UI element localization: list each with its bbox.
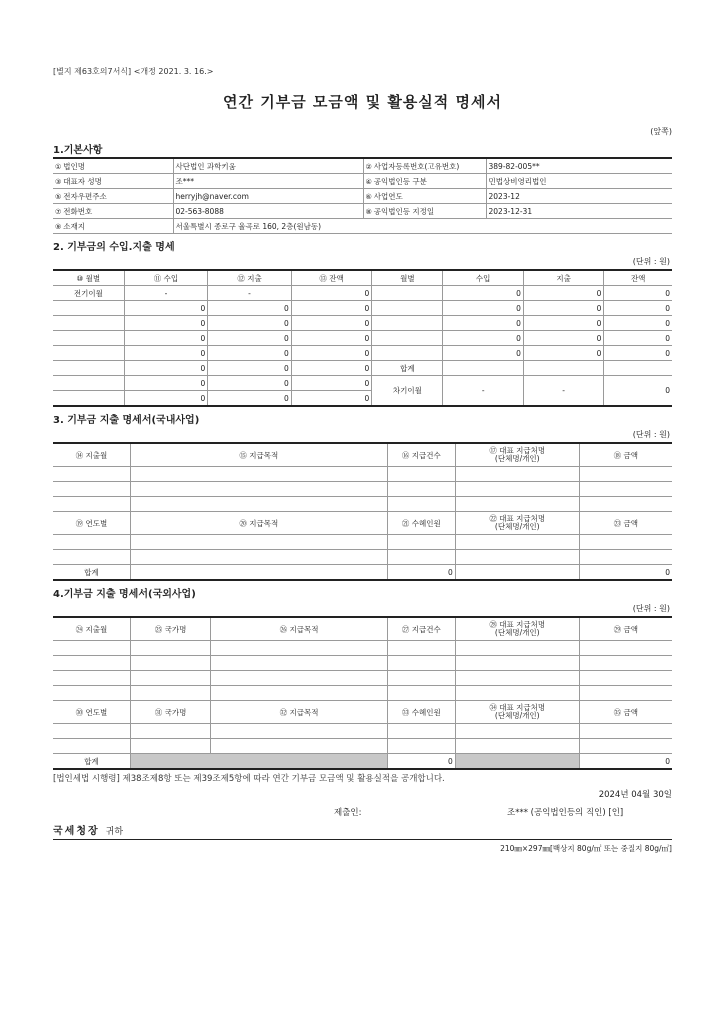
data-cell <box>53 497 130 512</box>
page-title: 연간 기부금 모금액 및 활용실적 명세서 <box>223 93 502 111</box>
expense-value: - <box>208 286 292 301</box>
address-value: 서울특별시 종로구 율곡로 160, 2층(원남동) <box>173 219 672 234</box>
total-count: 0 <box>387 754 455 770</box>
data-cell <box>455 641 579 656</box>
unit-label: (단위 : 원) <box>632 604 670 613</box>
data-cell <box>455 656 579 671</box>
data-cell <box>579 656 672 671</box>
column-header: ⑩ 월별 <box>53 270 124 286</box>
balance-value <box>604 361 672 376</box>
data-cell <box>579 724 672 739</box>
form-page <box>53 66 672 854</box>
basic-label-cell <box>363 158 486 174</box>
data-cell <box>455 724 579 739</box>
income-value: - <box>443 376 523 407</box>
field-value: 조*** <box>173 174 363 189</box>
expense-value: - <box>523 376 603 407</box>
column-header: ⑭ 지출월 <box>53 443 130 467</box>
data-cell <box>579 671 672 686</box>
data-cell <box>455 467 579 482</box>
column-header: ㉙ 금액 <box>579 617 672 641</box>
expense-value: 0 <box>523 316 603 331</box>
data-cell <box>455 482 579 497</box>
basic-label-cell <box>53 204 173 219</box>
column-header <box>455 617 579 641</box>
data-cell <box>579 482 672 497</box>
month-cell <box>372 331 443 346</box>
field-label: 대표자 성명 <box>63 176 102 186</box>
income-value: - <box>124 286 208 301</box>
basic-label-cell <box>53 158 173 174</box>
overseas-year-row <box>53 739 672 754</box>
balance-value: 0 <box>604 286 672 301</box>
data-cell <box>130 641 210 656</box>
page-side-note: (앞쪽) <box>650 127 672 136</box>
item-number: ⑤ <box>55 192 62 201</box>
column-header <box>455 512 579 535</box>
field-value: 사단법인 과학키움 <box>173 158 363 174</box>
income-value: 0 <box>124 316 208 331</box>
addressee-suffix: 귀하 <box>105 827 124 837</box>
data-cell <box>211 656 387 671</box>
expense-value: 0 <box>208 376 292 391</box>
income-row <box>53 316 672 331</box>
month-cell <box>53 391 124 407</box>
overseas-year-header-row <box>53 701 672 724</box>
overseas-row <box>53 671 672 686</box>
item-number: ② <box>365 162 372 171</box>
column-header: ⑱ 금액 <box>579 443 672 467</box>
balance-value: 0 <box>604 301 672 316</box>
data-cell <box>211 641 387 656</box>
shaded-cell <box>455 754 579 770</box>
column-header: ㉚ 연도별 <box>53 701 130 724</box>
data-cell <box>387 550 455 565</box>
data-cell <box>579 739 672 754</box>
data-cell <box>130 497 387 512</box>
field-value: herryjh@naver.com <box>173 189 363 204</box>
column-header: ㉝ 수혜인원 <box>387 701 455 724</box>
total-label: 합계 <box>53 565 130 581</box>
data-cell <box>455 671 579 686</box>
data-cell <box>53 482 130 497</box>
balance-value: 0 <box>291 376 371 391</box>
unit-label: (단위 : 원) <box>632 257 670 266</box>
paper-spec: 210㎜×297㎜[백상지 80g/㎡ 또는 중질지 80g/㎡] <box>53 839 672 854</box>
data-cell <box>387 724 455 739</box>
submitter-value: 조*** (공익법인등의 직인) [인] <box>507 808 624 818</box>
income-value: 0 <box>443 301 523 316</box>
data-cell <box>211 739 387 754</box>
field-label: 공익법인등 구분 <box>373 176 427 186</box>
column-header: ㉛ 국가명 <box>130 701 210 724</box>
month-cell <box>53 376 124 391</box>
data-cell <box>53 641 130 656</box>
data-cell <box>579 550 672 565</box>
header-subline: (단체명/개인) <box>494 454 540 463</box>
balance-value: 0 <box>291 346 371 361</box>
item-number: ① <box>55 162 62 171</box>
submitter-label: 제출인: <box>334 808 362 818</box>
submission-date: 2024년 04월 30일 <box>598 790 672 800</box>
data-cell <box>387 641 455 656</box>
income-row <box>53 301 672 316</box>
data-cell <box>130 550 387 565</box>
expense-value: 0 <box>208 361 292 376</box>
basic-row <box>53 204 672 219</box>
column-header <box>455 443 579 467</box>
basic-row-address: ⑨ 소재지 서울특별시 종로구 율곡로 160, 2층(원남동) <box>53 219 672 234</box>
domestic-year-row <box>53 535 672 550</box>
total-label: 합계 <box>372 361 443 376</box>
field-label: 사업자등록번호(고유번호) <box>373 161 460 171</box>
income-value: 0 <box>124 391 208 407</box>
column-header: ⑮ 지급목적 <box>130 443 387 467</box>
overseas-expense-table <box>53 616 672 770</box>
header-line: ㉞ 대표 지급처명 <box>489 703 546 712</box>
row-label: 전기이월 <box>53 286 124 301</box>
data-cell <box>455 739 579 754</box>
addressee-line <box>53 822 672 837</box>
column-header: ⑬ 잔액 <box>291 270 371 286</box>
income-value: 0 <box>443 331 523 346</box>
domestic-row <box>53 467 672 482</box>
data-cell <box>387 535 455 550</box>
data-cell <box>579 467 672 482</box>
domestic-year-header-row <box>53 512 672 535</box>
header-subline: (단체명/개인) <box>494 628 540 637</box>
data-cell <box>130 467 387 482</box>
header-subline: (단체명/개인) <box>494 711 540 720</box>
section-overseas-title: 4.기부금 지출 명세서(국외사업) <box>53 589 196 600</box>
data-cell <box>579 686 672 701</box>
column-header: ㉟ 금액 <box>579 701 672 724</box>
data-cell <box>455 686 579 701</box>
data-cell <box>130 482 387 497</box>
domestic-row <box>53 497 672 512</box>
month-cell <box>53 331 124 346</box>
balance-value: 0 <box>604 316 672 331</box>
overseas-row <box>53 686 672 701</box>
income-expense-table <box>53 269 672 407</box>
item-number: ⑥ <box>365 192 372 201</box>
column-header: ㉕ 국가명 <box>130 617 210 641</box>
data-cell <box>211 686 387 701</box>
column-header: 월별 <box>372 270 443 286</box>
data-cell <box>130 565 387 581</box>
data-cell <box>211 671 387 686</box>
column-header <box>455 701 579 724</box>
overseas-total-row <box>53 754 672 770</box>
expense-value: 0 <box>208 331 292 346</box>
data-cell <box>579 535 672 550</box>
data-cell <box>387 686 455 701</box>
item-number: ③ <box>55 177 62 186</box>
balance-value: 0 <box>604 331 672 346</box>
overseas-row <box>53 641 672 656</box>
basic-row <box>53 189 672 204</box>
balance-value: 0 <box>291 391 371 407</box>
balance-value: 0 <box>291 301 371 316</box>
column-header: ㉖ 지급목적 <box>211 617 387 641</box>
field-value: 02-563-8088 <box>173 204 363 219</box>
data-cell <box>387 739 455 754</box>
data-cell <box>53 535 130 550</box>
column-header: 지출 <box>523 270 603 286</box>
data-cell <box>130 739 210 754</box>
total-amount: 0 <box>579 754 672 770</box>
income-header-row <box>53 270 672 286</box>
month-cell <box>53 361 124 376</box>
balance-value: 0 <box>291 331 371 346</box>
form-number: [별지 제63호의7서식] <개정 2021. 3. 16.> <box>53 67 214 76</box>
data-cell <box>387 656 455 671</box>
income-value: 0 <box>124 376 208 391</box>
income-value: 0 <box>443 286 523 301</box>
data-cell <box>579 641 672 656</box>
shaded-cell <box>130 754 387 770</box>
data-cell <box>387 482 455 497</box>
expense-value: 0 <box>208 316 292 331</box>
addressee: 국세청장 <box>53 826 100 837</box>
column-header: ⑪ 수입 <box>124 270 208 286</box>
month-cell <box>372 316 443 331</box>
basic-label-cell <box>363 204 486 219</box>
income-value: 0 <box>443 316 523 331</box>
field-value: 민법상비영리법인 <box>486 174 672 189</box>
balance-value: 0 <box>291 286 371 301</box>
field-label: 법인명 <box>63 161 86 171</box>
data-cell <box>130 686 210 701</box>
section-domestic-title: 3. 기부금 지출 명세서(국내사업) <box>53 415 200 426</box>
domestic-total-row <box>53 565 672 581</box>
overseas-header-row <box>53 617 672 641</box>
data-cell <box>387 671 455 686</box>
total-count: 0 <box>387 565 455 581</box>
data-cell <box>455 550 579 565</box>
month-cell <box>53 316 124 331</box>
column-header: 수입 <box>443 270 523 286</box>
section-income-title: 2. 기부금의 수입.지출 명세 <box>53 242 175 253</box>
data-cell <box>130 671 210 686</box>
basic-label-cell <box>53 174 173 189</box>
field-value: 2023-12-31 <box>486 204 672 219</box>
expense-value: 0 <box>208 301 292 316</box>
balance-value: 0 <box>604 346 672 361</box>
expense-value: 0 <box>523 331 603 346</box>
basic-label-cell <box>53 189 173 204</box>
income-row-prev <box>53 286 672 301</box>
basic-label-cell <box>363 189 486 204</box>
income-row <box>53 376 672 391</box>
overseas-year-row <box>53 724 672 739</box>
header-subline: (단체명/개인) <box>494 522 540 531</box>
income-row <box>53 361 672 376</box>
data-cell <box>53 671 130 686</box>
domestic-row <box>53 482 672 497</box>
data-cell <box>53 739 130 754</box>
month-cell <box>372 346 443 361</box>
data-cell <box>53 656 130 671</box>
data-cell <box>53 467 130 482</box>
column-header: ㉑ 수혜인원 <box>387 512 455 535</box>
carry-label: 차기이월 <box>372 376 443 407</box>
month-cell <box>53 346 124 361</box>
income-row <box>53 346 672 361</box>
data-cell <box>387 497 455 512</box>
month-cell <box>372 286 443 301</box>
field-label: 공익법인등 지정일 <box>373 206 435 216</box>
income-value: 0 <box>124 361 208 376</box>
income-value <box>443 361 523 376</box>
submitter-line <box>53 806 672 818</box>
data-cell <box>53 686 130 701</box>
header-line: ㉒ 대표 지급처명 <box>489 514 546 523</box>
balance-value: 0 <box>291 316 371 331</box>
domestic-expense-table <box>53 442 672 581</box>
income-value: 0 <box>124 346 208 361</box>
column-header: ⑳ 지급목적 <box>130 512 387 535</box>
field-label: 사업연도 <box>373 191 403 201</box>
basic-info-table <box>53 157 672 234</box>
data-cell <box>455 565 579 581</box>
domestic-header-row <box>53 443 672 467</box>
unit-label: (단위 : 원) <box>632 430 670 439</box>
expense-value: 0 <box>208 346 292 361</box>
item-number: ⑦ <box>55 207 62 216</box>
data-cell <box>211 724 387 739</box>
domestic-year-row <box>53 550 672 565</box>
basic-label-cell <box>363 174 486 189</box>
total-amount: 0 <box>579 565 672 581</box>
field-label: 전자우편주소 <box>63 191 107 201</box>
column-header: ㉔ 지출월 <box>53 617 130 641</box>
expense-value: 0 <box>523 286 603 301</box>
total-label: 합계 <box>53 754 130 770</box>
item-number: ⑧ <box>365 207 372 216</box>
data-cell <box>579 497 672 512</box>
column-header: ㉓ 금액 <box>579 512 672 535</box>
expense-value <box>523 361 603 376</box>
column-header: ⑲ 연도별 <box>53 512 130 535</box>
field-value: 389-82-005** <box>486 158 672 174</box>
column-header: ⑫ 지출 <box>208 270 292 286</box>
income-value: 0 <box>124 331 208 346</box>
data-cell <box>130 535 387 550</box>
field-label: 전화번호 <box>63 206 93 216</box>
section-basic-title: 1.기본사항 <box>53 145 103 156</box>
column-header: ⑯ 지급건수 <box>387 443 455 467</box>
basic-row <box>53 158 672 174</box>
header-line: ㉘ 대표 지급처명 <box>489 620 546 629</box>
legal-notice: [법인세법 시행령] 제38조제8항 또는 제39조제5항에 따라 연간 기부금 모금액 및 활용실적을 공개합니다. <box>53 774 445 784</box>
month-cell <box>53 301 124 316</box>
data-cell <box>53 724 130 739</box>
column-header: 잔액 <box>604 270 672 286</box>
field-value: 2023-12 <box>486 189 672 204</box>
data-cell <box>387 467 455 482</box>
data-cell <box>130 656 210 671</box>
basic-row <box>53 174 672 189</box>
balance-value: 0 <box>604 376 672 407</box>
overseas-row <box>53 656 672 671</box>
column-header: ㉜ 지급목적 <box>211 701 387 724</box>
income-value: 0 <box>443 346 523 361</box>
item-number: ④ <box>365 177 372 186</box>
balance-value: 0 <box>291 361 371 376</box>
month-cell <box>372 301 443 316</box>
data-cell <box>455 497 579 512</box>
data-cell <box>53 550 130 565</box>
address-label: 소재지 <box>63 221 86 231</box>
income-row <box>53 331 672 346</box>
data-cell <box>455 535 579 550</box>
income-value: 0 <box>124 301 208 316</box>
expense-value: 0 <box>208 391 292 407</box>
data-cell <box>130 724 210 739</box>
expense-value: 0 <box>523 301 603 316</box>
expense-value: 0 <box>523 346 603 361</box>
header-line: ⑰ 대표 지급처명 <box>489 446 546 455</box>
column-header: ㉗ 지급건수 <box>387 617 455 641</box>
